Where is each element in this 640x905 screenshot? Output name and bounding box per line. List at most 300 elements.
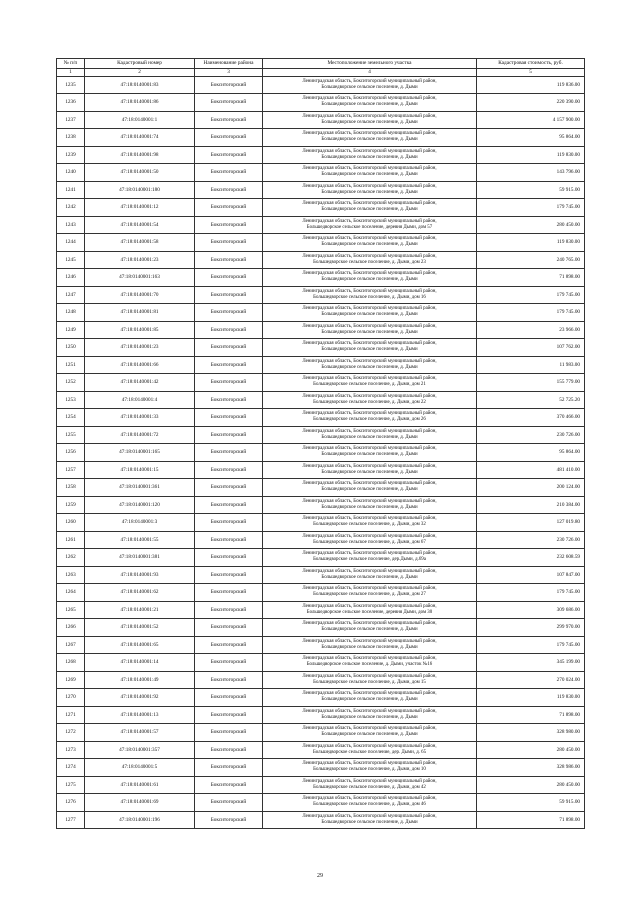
location-line-2: Большедворское сельское поселение, д. Дыми — [321, 627, 418, 633]
table-row — [57, 286, 585, 304]
location — [263, 654, 477, 672]
location — [263, 426, 477, 444]
location-line-2: Большедворское сельское поселение, д. Дыми — [321, 732, 418, 738]
location — [263, 741, 477, 759]
row-number: 1253 — [57, 391, 85, 409]
cadastral-number: 47:18:0140001:23 — [85, 339, 195, 357]
cadastral-value: 299 970.00 — [477, 619, 585, 637]
location-line-1: Ленинградская область, Бокситогорский муниципальный район, — [302, 131, 437, 137]
column-number-row — [57, 68, 585, 76]
table-row — [57, 199, 585, 217]
location — [263, 776, 477, 794]
row-number: 1267 — [57, 636, 85, 654]
cadastral-value: 95 864.00 — [477, 129, 585, 147]
row-number: 1258 — [57, 479, 85, 497]
table-row — [57, 724, 585, 742]
district-name: Бокситогорский — [195, 601, 263, 619]
location-line-2: Большедворское сельское поселение, д. Дыми, дом 26 — [313, 417, 426, 423]
location — [263, 619, 477, 637]
location — [263, 251, 477, 269]
district-name: Бокситогорский — [195, 811, 263, 829]
page-number: 29 — [317, 873, 323, 879]
cadastral-value: 280 450.00 — [477, 776, 585, 794]
location-line-1: Ленинградская область, Бокситогорский муниципальный район, — [302, 673, 437, 679]
location-line-2: Большедворское сельское поселение, дер.Дыми, д.69а — [313, 557, 426, 563]
district-name: Бокситогорский — [195, 356, 263, 374]
location-line-1: Ленинградская область, Бокситогорский муниципальный район, — [302, 166, 437, 172]
cadastral-value: 179 745.00 — [477, 636, 585, 654]
district-name: Бокситогорский — [195, 636, 263, 654]
location-line-1: Ленинградская область, Бокситогорский муниципальный район, — [302, 446, 437, 452]
district-name: Бокситогорский — [195, 286, 263, 304]
district-name: Бокситогорский — [195, 759, 263, 777]
cadastral-number: 47:18:0140001:62 — [85, 584, 195, 602]
row-number: 1246 — [57, 269, 85, 287]
table-row — [57, 584, 585, 602]
cadastral-number: 47:18:0140001:5 — [85, 759, 195, 777]
cadastral-value: 127 019.80 — [477, 514, 585, 532]
cadastral-number: 47:18:0140001:23 — [85, 251, 195, 269]
district-name: Бокситогорский — [195, 724, 263, 742]
location-line-1: Ленинградская область, Бокситогорский муниципальный район, — [302, 516, 437, 522]
row-number: 1245 — [57, 251, 85, 269]
table-row — [57, 269, 585, 287]
cadastral-value: 481 410.00 — [477, 461, 585, 479]
location-line-1: Ленинградская область, Бокситогорский муниципальный район, — [302, 533, 437, 539]
district-name: Бокситогорский — [195, 76, 263, 94]
column-number-1: 1 — [57, 68, 85, 76]
district-name: Бокситогорский — [195, 584, 263, 602]
district-name: Бокситогорский — [195, 426, 263, 444]
location-line-2: Большедворское сельское поселение, деревня Дыми, дом 57 — [306, 224, 433, 230]
district-name: Бокситогорский — [195, 321, 263, 339]
location — [263, 811, 477, 829]
cadastral-number: 47:18:0140001:70 — [85, 286, 195, 304]
location-line-2: Большедворское сельское поселение, д. Дыми — [321, 644, 418, 650]
district-name: Бокситогорский — [195, 374, 263, 392]
location — [263, 339, 477, 357]
header-district-name: Наименование района — [195, 59, 263, 69]
location-line-1: Ленинградская область, Бокситогорский муниципальный район, — [302, 463, 437, 469]
table-row — [57, 531, 585, 549]
row-number: 1276 — [57, 794, 85, 812]
cadastral-value: 119 830.00 — [477, 689, 585, 707]
row-number: 1256 — [57, 444, 85, 462]
table-row — [57, 636, 585, 654]
district-name: Бокситогорский — [195, 339, 263, 357]
cadastral-number: 47:18:0140001:55 — [85, 531, 195, 549]
table-row — [57, 339, 585, 357]
district-name: Бокситогорский — [195, 671, 263, 689]
location-line-1: Ленинградская область, Бокситогорский муниципальный район, — [302, 778, 437, 784]
cadastral-number: 47:18:0140001:72 — [85, 426, 195, 444]
location-line-2: Большедворское сельское поселение, д. Дыми, дом 22 — [313, 399, 426, 405]
cadastral-number: 47:18:0140001:49 — [85, 671, 195, 689]
location — [263, 444, 477, 462]
location-line-2: Большедворское сельское поселение, д. Дыми, дом 27 — [313, 592, 426, 598]
location-line-2: Большедворское сельское поселение, д. Дыми — [321, 819, 418, 825]
table-row — [57, 444, 585, 462]
location-line-1: Ленинградская область, Бокситогорский муниципальный район, — [302, 271, 437, 277]
table-row — [57, 76, 585, 94]
location — [263, 794, 477, 812]
location-line-2: Большедворское сельское поселение, д. Дыми — [321, 277, 418, 283]
cadastral-value: 119 830.00 — [477, 146, 585, 164]
location-line-1: Ленинградская область, Бокситогорский муниципальный район, — [302, 148, 437, 154]
cadastral-value: 59 915.00 — [477, 181, 585, 199]
location-line-1: Ленинградская область, Бокситогорский муниципальный район, — [302, 183, 437, 189]
location — [263, 496, 477, 514]
table-row — [57, 741, 585, 759]
district-name: Бокситогорский — [195, 444, 263, 462]
location — [263, 374, 477, 392]
district-name: Бокситогорский — [195, 619, 263, 637]
table-row — [57, 391, 585, 409]
location-line-1: Ленинградская область, Бокситогорский муниципальный район, — [302, 253, 437, 259]
row-number: 1269 — [57, 671, 85, 689]
cadastral-value: 179 745.00 — [477, 304, 585, 322]
location-line-2: Большедворское сельское поселение, д. Дыми — [321, 207, 418, 213]
district-name: Бокситогорский — [195, 304, 263, 322]
cadastral-value: 119 830.00 — [477, 234, 585, 252]
location-line-2: Большедворское сельское поселение, д. Дыми — [321, 714, 418, 720]
cadastral-value: 179 745.00 — [477, 584, 585, 602]
district-name: Бокситогорский — [195, 216, 263, 234]
location — [263, 129, 477, 147]
location-line-1: Ленинградская область, Бокситогорский муниципальный район, — [302, 743, 437, 749]
table-row — [57, 601, 585, 619]
cadastral-value: 210 384.00 — [477, 496, 585, 514]
location-line-1: Ленинградская область, Бокситогорский муниципальный район, — [302, 218, 437, 224]
cadastral-number: 47:18:0140001:93 — [85, 566, 195, 584]
row-number: 1237 — [57, 111, 85, 129]
location-line-2: Большедворское сельское поселение, д. Дыми — [321, 329, 418, 335]
cadastral-number: 47:18:0140001:21 — [85, 601, 195, 619]
cadastral-number: 47:18:0140001:14 — [85, 654, 195, 672]
location — [263, 181, 477, 199]
cadastral-value: 95 864.00 — [477, 444, 585, 462]
cadastral-number: 47:18:0140001:165 — [85, 444, 195, 462]
cadastral-number: 47:18:0140001:66 — [85, 356, 195, 374]
district-name: Бокситогорский — [195, 741, 263, 759]
cadastral-number: 47:18:0140001:74 — [85, 129, 195, 147]
district-name: Бокситогорский — [195, 531, 263, 549]
row-number: 1251 — [57, 356, 85, 374]
location-line-2: Большедворское сельское поселение, д. Дыми, дом 10 — [313, 767, 426, 773]
table-row — [57, 759, 585, 777]
location-line-2: Большедворское сельское поселение, д. Дыми — [321, 189, 418, 195]
location — [263, 199, 477, 217]
header-cadastral-number: Кадастровый номер — [85, 59, 195, 69]
table-row — [57, 479, 585, 497]
location-line-1: Ленинградская область, Бокситогорский муниципальный район, — [302, 551, 437, 557]
location-line-2: Большедворское сельское поселение, д. Дыми — [321, 312, 418, 318]
row-number: 1248 — [57, 304, 85, 322]
cadastral-value: 179 745.00 — [477, 286, 585, 304]
cadastral-number: 47:18:0140001:42 — [85, 374, 195, 392]
district-name: Бокситогорский — [195, 181, 263, 199]
row-number: 1263 — [57, 566, 85, 584]
cadastral-value: 345 199.00 — [477, 654, 585, 672]
location-line-2: Большедворское сельское поселение, д. Дыми — [321, 154, 418, 160]
row-number: 1252 — [57, 374, 85, 392]
location — [263, 479, 477, 497]
cadastral-value: 59 915.00 — [477, 794, 585, 812]
location — [263, 234, 477, 252]
location-line-1: Ленинградская область, Бокситогорский муниципальный район, — [302, 358, 437, 364]
district-name: Бокситогорский — [195, 496, 263, 514]
district-name: Бокситогорский — [195, 514, 263, 532]
location-line-2: Большедворское сельское поселение, д. Дыми, дом 42 — [313, 784, 426, 790]
row-number: 1259 — [57, 496, 85, 514]
cadastral-value: 23 966.00 — [477, 321, 585, 339]
district-name: Бокситогорский — [195, 111, 263, 129]
location-line-2: Большедворское сельское поселение, д. Дыми, дом 32 — [313, 522, 426, 528]
table-row — [57, 706, 585, 724]
district-name: Бокситогорский — [195, 251, 263, 269]
location-line-1: Ленинградская область, Бокситогорский муниципальный район, — [302, 306, 437, 312]
location — [263, 409, 477, 427]
location-line-2: Большедворское сельское поселение, д. Дыми — [321, 697, 418, 703]
location-line-2: Большедворское сельское поселение, деревня Дыми, дом 30 — [306, 609, 433, 615]
cadastral-number: 47:18:0140001:86 — [85, 94, 195, 112]
cadastral-number: 47:18:0140001:52 — [85, 619, 195, 637]
location — [263, 164, 477, 182]
cadastral-number: 47:18:0140001:85 — [85, 321, 195, 339]
location-line-1: Ленинградская область, Бокситогорский муниципальный район, — [302, 498, 437, 504]
row-number: 1247 — [57, 286, 85, 304]
location-line-2: Большедворское сельское поселение, д. Дыми, дом 15 — [313, 679, 426, 685]
location — [263, 584, 477, 602]
table-row — [57, 216, 585, 234]
location — [263, 94, 477, 112]
location-line-1: Ленинградская область, Бокситогорский муниципальный район, — [302, 638, 437, 644]
location-line-2: Большедворское сельское поселение, д. Дыми — [321, 364, 418, 370]
location — [263, 601, 477, 619]
cadastral-value: 71 898.00 — [477, 706, 585, 724]
district-name: Бокситогорский — [195, 706, 263, 724]
location — [263, 269, 477, 287]
location-line-2: Большедворское сельское поселение, д. Дыми — [321, 172, 418, 178]
cadastral-value: 232 608.59 — [477, 549, 585, 567]
table-row — [57, 619, 585, 637]
cadastral-value: 143 796.00 — [477, 164, 585, 182]
table-row — [57, 776, 585, 794]
location — [263, 391, 477, 409]
column-number-4: 4 — [263, 68, 477, 76]
cadastral-number: 47:18:0140001:50 — [85, 164, 195, 182]
location — [263, 146, 477, 164]
row-number: 1268 — [57, 654, 85, 672]
cadastral-number: 47:18:0140001:163 — [85, 269, 195, 287]
row-number: 1261 — [57, 531, 85, 549]
location-line-1: Ленинградская область, Бокситогорский муниципальный район, — [302, 761, 437, 767]
column-number-5: 5 — [477, 68, 585, 76]
cadastral-number: 47:18:0140001:180 — [85, 181, 195, 199]
location-line-1: Ленинградская область, Бокситогорский муниципальный район, — [302, 428, 437, 434]
cadastral-value: 240 765.00 — [477, 251, 585, 269]
location-line-2: Большедворское сельское поселение, дер. Дыми, д. 65 — [312, 749, 427, 755]
cadastral-value: 11 983.00 — [477, 356, 585, 374]
row-number: 1249 — [57, 321, 85, 339]
table-row — [57, 94, 585, 112]
cadastral-value: 71 898.00 — [477, 811, 585, 829]
district-name: Бокситогорский — [195, 461, 263, 479]
table-row — [57, 549, 585, 567]
cadastral-number: 47:18:0140001:69 — [85, 794, 195, 812]
district-name: Бокситогорский — [195, 146, 263, 164]
location-line-2: Большедворское сельское поселение, д. Дыми — [321, 84, 418, 90]
location-line-2: Большедворское сельское поселение, д. Дыми — [321, 137, 418, 143]
cadastral-value: 328 980.00 — [477, 724, 585, 742]
district-name: Бокситогорский — [195, 199, 263, 217]
row-number: 1250 — [57, 339, 85, 357]
cadastral-value: 270 024.00 — [477, 671, 585, 689]
location-line-1: Ленинградская область, Бокситогорский муниципальный район, — [302, 586, 437, 592]
table-row — [57, 234, 585, 252]
table-row — [57, 321, 585, 339]
location — [263, 76, 477, 94]
location-line-2: Большедворское сельское поселение, д. Дыми — [321, 452, 418, 458]
location-line-2: Большедворское сельское поселение, д. Дыми, дом 16 — [313, 294, 426, 300]
row-number: 1262 — [57, 549, 85, 567]
location-line-1: Ленинградская область, Бокситогорский муниципальный район, — [302, 481, 437, 487]
cadastral-value: 52 725.20 — [477, 391, 585, 409]
location — [263, 111, 477, 129]
cadastral-number: 47:18:0140001:12 — [85, 199, 195, 217]
location-line-2: Большедворское сельское поселение, д. Дыми — [321, 434, 418, 440]
location — [263, 216, 477, 234]
district-name: Бокситогорский — [195, 654, 263, 672]
header-location: Местоположение земельного участка — [263, 59, 477, 69]
cadastral-number: 47:18:0140001:381 — [85, 549, 195, 567]
cadastral-number: 47:18:0140001:58 — [85, 234, 195, 252]
location-line-1: Ленинградская область, Бокситогорский муниципальный район, — [302, 621, 437, 627]
location — [263, 461, 477, 479]
cadastral-value: 309 686.00 — [477, 601, 585, 619]
cadastral-value: 155 779.00 — [477, 374, 585, 392]
cadastral-number: 47:18:0140001:83 — [85, 76, 195, 94]
district-name: Бокситогорский — [195, 689, 263, 707]
row-number: 1242 — [57, 199, 85, 217]
header-cadastral-value: Кадастровая стоимость, руб. — [477, 59, 585, 69]
location — [263, 671, 477, 689]
location-line-1: Ленинградская область, Бокситогорский муниципальный район, — [302, 236, 437, 242]
location — [263, 566, 477, 584]
table-row — [57, 374, 585, 392]
cadastral-number: 47:18:0140001:15 — [85, 461, 195, 479]
location — [263, 514, 477, 532]
cadastral-number: 47:18:0140001:61 — [85, 776, 195, 794]
row-number: 1243 — [57, 216, 85, 234]
location — [263, 286, 477, 304]
cadastral-value: 370 466.00 — [477, 409, 585, 427]
row-number: 1275 — [57, 776, 85, 794]
cadastral-number: 47:18:0140001:357 — [85, 741, 195, 759]
table-row — [57, 794, 585, 812]
row-number: 1277 — [57, 811, 85, 829]
cadastral-value: 107 762.00 — [477, 339, 585, 357]
location-line-1: Ленинградская область, Бокситогорский муниципальный район, — [302, 726, 437, 732]
location-line-1: Ленинградская область, Бокситогорский муниципальный район, — [302, 376, 437, 382]
cadastral-value: 280 450.00 — [477, 741, 585, 759]
location-line-1: Ленинградская область, Бокситогорский муниципальный район, — [302, 288, 437, 294]
table-row — [57, 111, 585, 129]
location-line-1: Ленинградская область, Бокситогорский муниципальный район, — [302, 341, 437, 347]
row-number: 1264 — [57, 584, 85, 602]
cadastral-value: 220 390.00 — [477, 94, 585, 112]
table-row — [57, 146, 585, 164]
location — [263, 706, 477, 724]
cadastral-number: 47:18:0140001:13 — [85, 706, 195, 724]
location-line-2: Большедворское сельское поселение, д. Дыми, дом 46 — [313, 802, 426, 808]
cadastral-value: 179 745.00 — [477, 199, 585, 217]
table-row — [57, 689, 585, 707]
location-line-1: Ленинградская область, Бокситогорский муниципальный район, — [302, 813, 437, 819]
cadastral-number: 47:18:0140001:57 — [85, 724, 195, 742]
district-name: Бокситогорский — [195, 164, 263, 182]
row-number: 1271 — [57, 706, 85, 724]
location-line-2: Большедворское сельское поселение, д. Дыми, участок №16 — [306, 662, 433, 668]
district-name: Бокситогорский — [195, 391, 263, 409]
cadastral-number: 47:18:0140001:3 — [85, 514, 195, 532]
location-line-2: Большедворское сельское поселение, д. Дыми — [321, 119, 418, 125]
row-number: 1265 — [57, 601, 85, 619]
row-number: 1240 — [57, 164, 85, 182]
location-line-2: Большедворское сельское поселение, д. Дыми — [321, 347, 418, 353]
cadastral-value: 200 124.00 — [477, 479, 585, 497]
cadastral-value: 107 847.00 — [477, 566, 585, 584]
location-line-1: Ленинградская область, Бокситогорский муниципальный район, — [302, 201, 437, 207]
location — [263, 356, 477, 374]
location — [263, 549, 477, 567]
cadastral-number: 47:18:0140001:196 — [85, 811, 195, 829]
row-number: 1257 — [57, 461, 85, 479]
location-line-1: Ленинградская область, Бокситогорский муниципальный район, — [302, 323, 437, 329]
row-number: 1255 — [57, 426, 85, 444]
row-number: 1274 — [57, 759, 85, 777]
column-number-2: 2 — [85, 68, 195, 76]
district-name: Бокситогорский — [195, 549, 263, 567]
table-row — [57, 129, 585, 147]
location-line-1: Ленинградская область, Бокситогорский муниципальный район, — [302, 113, 437, 119]
location-line-2: Большедворское сельское поселение, д. Дыми, дом 67 — [313, 539, 426, 545]
cadastral-number: 47:18:0140001:54 — [85, 216, 195, 234]
location-line-2: Большедворское сельское поселение, д. Дыми — [321, 242, 418, 248]
table-row — [57, 409, 585, 427]
location — [263, 689, 477, 707]
location-line-1: Ленинградская область, Бокситогорский муниципальный район, — [302, 568, 437, 574]
location — [263, 531, 477, 549]
district-name: Бокситогорский — [195, 269, 263, 287]
row-number: 1244 — [57, 234, 85, 252]
location-line-2: Большедворское сельское поселение, д. Дыми, дом 21 — [313, 382, 426, 388]
cadastral-number: 47:18:0140001:1 — [85, 111, 195, 129]
location-line-1: Ленинградская область, Бокситогорский муниципальный район, — [302, 96, 437, 102]
district-name: Бокситогорский — [195, 479, 263, 497]
row-number: 1273 — [57, 741, 85, 759]
location-line-1: Ленинградская область, Бокситогорский муниципальный район, — [302, 411, 437, 417]
location-line-2: Большедворское сельское поселение, д. Дыми — [321, 487, 418, 493]
table-row — [57, 356, 585, 374]
table-row — [57, 811, 585, 829]
row-number: 1272 — [57, 724, 85, 742]
cadastral-value: 230 726.00 — [477, 531, 585, 549]
table-row — [57, 164, 585, 182]
district-name: Бокситогорский — [195, 776, 263, 794]
location-line-2: Большедворское сельское поселение, д. Дыми — [321, 574, 418, 580]
location — [263, 759, 477, 777]
